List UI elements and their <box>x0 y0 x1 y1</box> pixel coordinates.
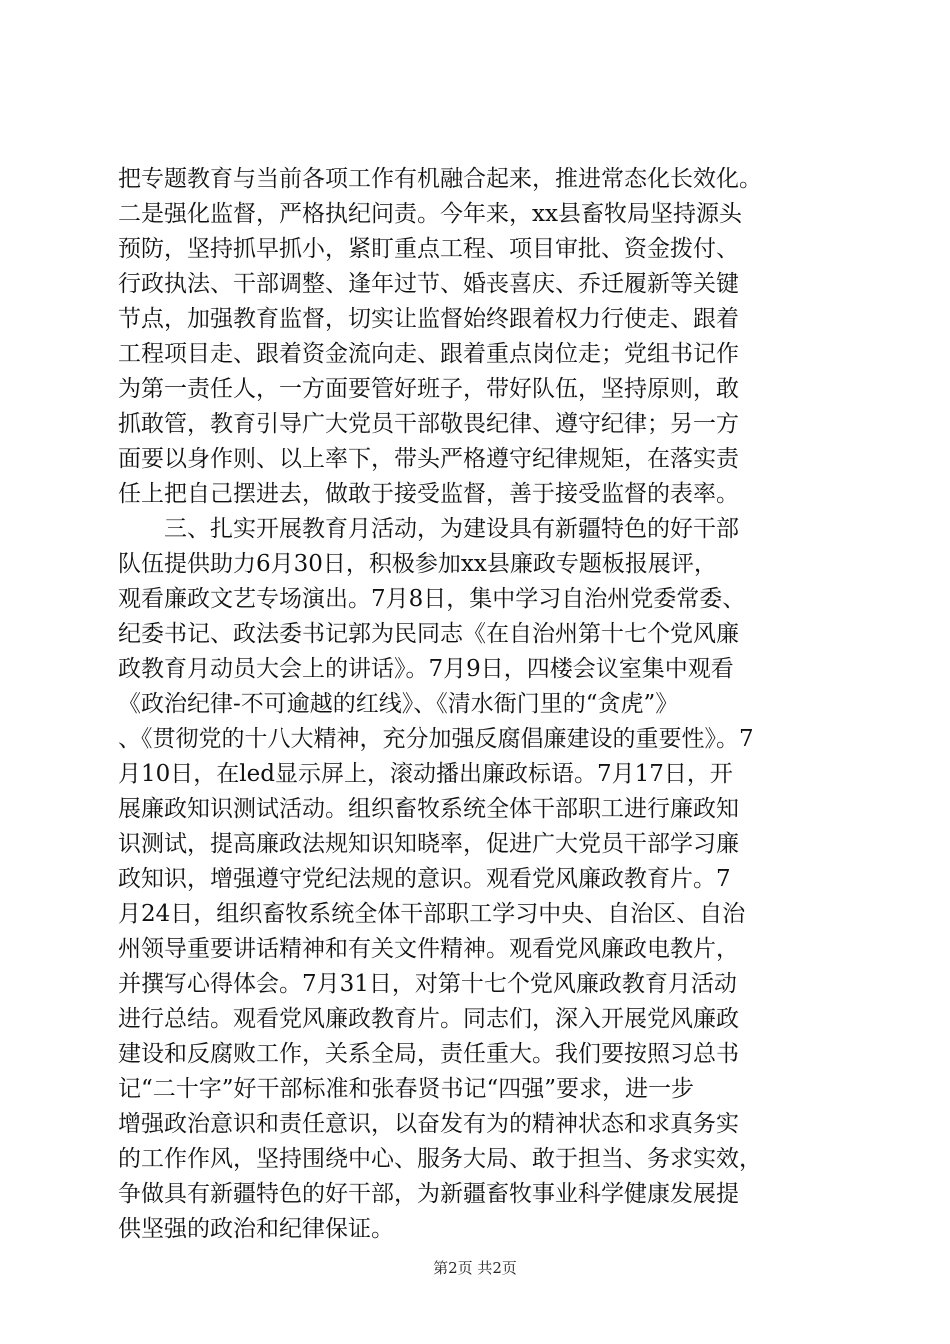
text-line: 供坚强的政治和纪律保证。 <box>118 1216 394 1242</box>
section-heading-line: 三、扎实开展教育月活动，为建设具有新疆特色的好干部 <box>118 516 739 542</box>
body-text <box>118 162 843 1247</box>
text-line: 、《贯彻党的十八大精神，充分加强反腐倡廉建设的重要性》。7 <box>118 726 754 752</box>
text-line: 政知识，增强遵守党纪法规的意识。观看党风廉政教育片。7 <box>118 866 731 892</box>
text-line: 把专题教育与当前各项工作有机融合起来，推进常态化长效化。 <box>118 166 762 192</box>
text-line: 政教育月动员大会上的讲话》。7月9日，四楼会议室集中观看 <box>118 656 734 682</box>
text-line: 识测试，提高廉政法规知识知晓率，促进广大党员干部学习廉 <box>118 831 739 857</box>
text-line: 进行总结。观看党风廉政教育片。同志们，深入开展党风廉政 <box>118 1006 739 1032</box>
text-line: 争做具有新疆特色的好干部，为新疆畜牧事业科学健康发展提 <box>118 1181 739 1207</box>
text-line: 抓敢管，教育引导广大党员干部敬畏纪律、遵守纪律；另一方 <box>118 411 739 437</box>
text-line: 月24日，组织畜牧系统全体干部职工学习中央、自治区、自治 <box>118 901 746 927</box>
text-line: 面要以身作则、以上率下，带头严格遵守纪律规矩，在落实责 <box>118 446 739 472</box>
text-line: 为第一责任人，一方面要管好班子，带好队伍，坚持原则，敢 <box>118 376 739 402</box>
text-line: 记“二十字”好干部标准和张春贤书记“四强”要求，进一步 <box>118 1076 695 1102</box>
text-line: 节点，加强教育监督，切实让监督始终跟着权力行使走、跟着 <box>118 306 739 332</box>
text-line: 《政治纪律-不可逾越的红线》、《清水衙门里的“贪虎”》 <box>118 691 679 717</box>
text-line: 观看廉政文艺专场演出。7月8日，集中学习自治州党委常委、 <box>118 586 746 612</box>
text-line: 队伍提供助力6月30日，积极参加xx县廉政专题板报展评， <box>118 551 717 577</box>
text-line: 工程项目走、跟着资金流向走、跟着重点岗位走；党组书记作 <box>118 341 739 367</box>
text-line: 纪委书记、政法委书记郭为民同志《在自治州第十七个党风廉 <box>118 621 739 647</box>
text-line: 州领导重要讲话精神和有关文件精神。观看党风廉政电教片， <box>118 936 739 962</box>
text-line: 的工作作风，坚持围绕中心、服务大局、敢于担当、务求实效， <box>118 1146 762 1172</box>
text-line: 展廉政知识测试活动。组织畜牧系统全体干部职工进行廉政知 <box>118 796 739 822</box>
text-line: 任上把自己摆进去，做敢于接受监督，善于接受监督的表率。 <box>118 481 739 507</box>
text-line: 建设和反腐败工作，关系全局，责任重大。我们要按照习总书 <box>118 1041 739 1067</box>
page-number-footer: 第2页 共2页 <box>433 1259 517 1277</box>
text-line: 预防，坚持抓早抓小，紧盯重点工程、项目审批、资金拨付、 <box>118 236 739 262</box>
text-line: 行政执法、干部调整、逢年过节、婚丧喜庆、乔迁履新等关键 <box>118 271 739 297</box>
text-line: 增强政治意识和责任意识，以奋发有为的精神状态和求真务实 <box>118 1111 739 1137</box>
text-line: 二是强化监督，严格执纪问责。今年来，xx县畜牧局坚持源头 <box>118 201 742 227</box>
text-line: 并撰写心得体会。7月31日，对第十七个党风廉政教育月活动 <box>118 971 737 997</box>
text-line: 月10日，在led显示屏上，滚动播出廉政标语。7月17日，开 <box>118 761 733 787</box>
